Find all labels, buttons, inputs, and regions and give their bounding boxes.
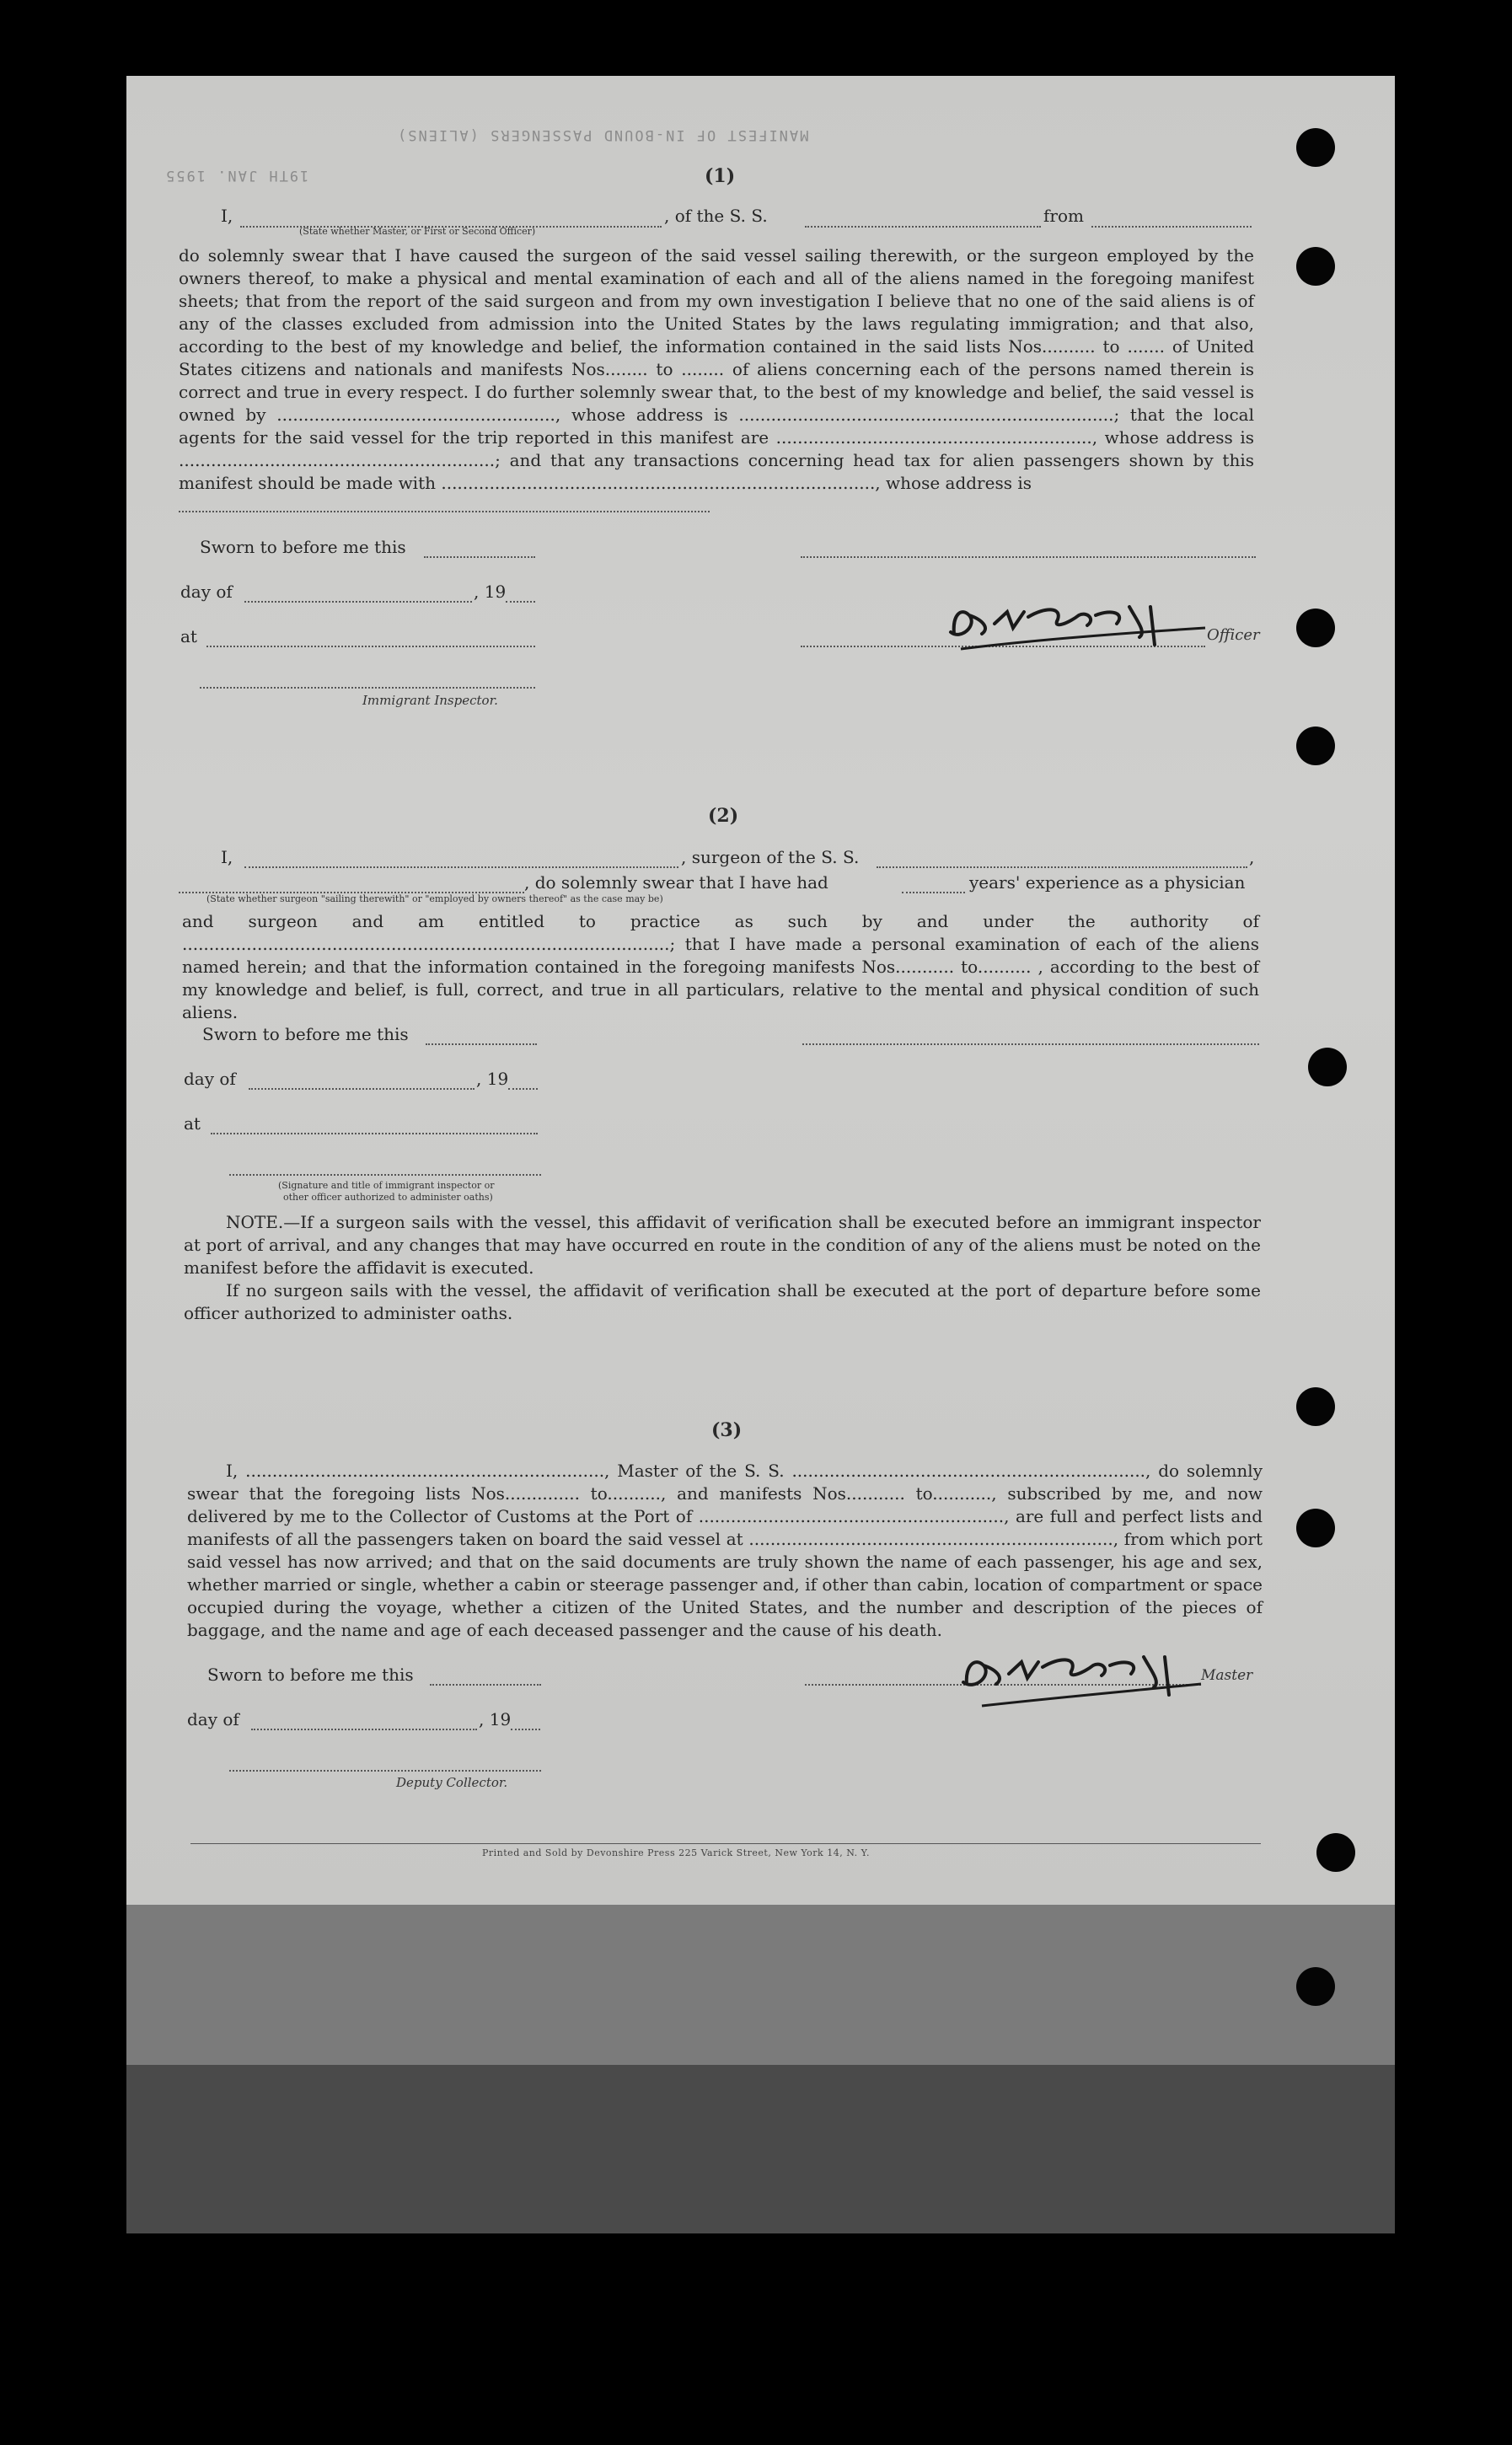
years-blank bbox=[902, 892, 965, 893]
day-of-label-2: day of bbox=[184, 1069, 236, 1089]
day-of-label-1: day of bbox=[180, 582, 233, 602]
punch-hole bbox=[1296, 1967, 1335, 2006]
master-label: Master bbox=[1201, 1667, 1253, 1684]
section-1-number: (1) bbox=[705, 165, 736, 187]
punch-hole bbox=[1296, 1387, 1335, 1426]
sworn-date-blank-3 bbox=[430, 1684, 541, 1686]
from-label: from bbox=[1043, 206, 1084, 226]
immigrant-inspector-caption: Immigrant Inspector. bbox=[362, 693, 498, 708]
bleed-through-title: MANIFEST OF IN-BOUND PASSENGERS (ALIENS) bbox=[396, 126, 809, 143]
sworn-date-blank-2 bbox=[426, 1043, 537, 1045]
page-lower-margin bbox=[126, 1905, 1395, 2065]
footer-rule bbox=[190, 1843, 1261, 1844]
signature-blank-2 bbox=[802, 1043, 1259, 1045]
inspector-signature-line-2 bbox=[229, 1174, 541, 1176]
signature-caption-1: (Signature and title of immigrant inspector or bbox=[278, 1180, 495, 1191]
bleed-through-date: 19TH JAN. 1955 bbox=[164, 167, 309, 184]
section-1-opening: I, bbox=[221, 206, 233, 226]
surgeon-of-label: , surgeon of the S. S. bbox=[681, 847, 860, 867]
section-1-oath-text: do solemnly swear that I have caused the surgeon of the said vessel sailing therewith, or the surgeon employed by the owners thereof, to make a physical and mental examination of each and all of the aliens named in the foregoing manifest sheets; that from the report of the said surgeon and from my own investigation I believe that no one of the said aliens is of any of the classes excluded from admission into the United States by the laws regulating immigration; and that also, according to the best of my knowledge and belief, the information contained in the said lists Nos.......... to ....... of United States citizens and nationals and manifests Nos........ to ........ of aliens concerning each of the persons named therein is correct and true in every respect. I do further solemnly swear that, to the best of my knowledge and belief, the said vessel is owned by ...................................................., whose address is ......................................................................; that the local agents for the said vessel for the trip reported in this manifest are ..........................................................., whose address is ...........................................................; and that any transactions concerning head tax for alien passengers shown by this manifest should be made with ................................................................................., whose address is bbox=[179, 245, 1254, 493]
year-label-1: , 19 bbox=[474, 582, 507, 602]
year-label-2: , 19 bbox=[476, 1069, 509, 1089]
years-experience-label: years' experience as a physician bbox=[969, 872, 1246, 893]
master-signature bbox=[957, 1635, 1243, 1715]
punch-hole bbox=[1296, 1509, 1335, 1547]
sworn-label-3: Sworn to before me this bbox=[207, 1665, 414, 1685]
year-blank-1 bbox=[506, 601, 535, 603]
comma-2: , bbox=[1249, 847, 1255, 867]
signature-blank-1 bbox=[801, 556, 1256, 558]
note-paragraph-1: NOTE.—If a surgeon sails with the vessel, this affidavit of verification shall be executed before an immigrant inspector at port of arrival, and any changes that may have occurred en route in the condition of any of the aliens must be noted on the manifest before the affidavit is executed. bbox=[184, 1212, 1261, 1278]
swear-label: , do solemnly swear that I have had bbox=[524, 872, 828, 893]
collector-signature-line bbox=[229, 1770, 541, 1772]
section-2-number: (2) bbox=[708, 805, 739, 827]
punch-hole bbox=[1316, 1833, 1355, 1872]
sworn-label-1: Sworn to before me this bbox=[200, 537, 406, 557]
deputy-collector-caption: Deputy Collector. bbox=[396, 1775, 508, 1790]
page-bottom-shadow bbox=[126, 2065, 1395, 2233]
at-label-1: at bbox=[180, 626, 197, 646]
at-label-2: at bbox=[184, 1113, 201, 1134]
at-blank-2 bbox=[211, 1133, 538, 1134]
punch-hole bbox=[1296, 727, 1335, 765]
punch-hole bbox=[1296, 128, 1335, 167]
sworn-label-2: Sworn to before me this bbox=[202, 1024, 409, 1044]
vessel-name-blank bbox=[805, 226, 1041, 228]
at-blank-1 bbox=[206, 646, 535, 647]
sworn-date-blank-1 bbox=[424, 556, 535, 558]
master-caption: (State whether Master, or First or Second Officer) bbox=[299, 226, 536, 237]
officer-signature bbox=[944, 582, 1231, 662]
year-blank-2 bbox=[508, 1088, 538, 1090]
day-of-blank-1 bbox=[244, 601, 472, 603]
address-continuation-blank bbox=[179, 511, 710, 512]
signature-caption-2: other officer authorized to administer oaths) bbox=[283, 1192, 493, 1203]
section-3-number: (3) bbox=[711, 1419, 743, 1441]
section-2-opening: I, bbox=[221, 847, 233, 867]
punch-hole bbox=[1308, 1048, 1347, 1086]
year-blank-3 bbox=[511, 1729, 540, 1730]
port-from-blank bbox=[1091, 226, 1252, 228]
note-paragraph-2: If no surgeon sails with the vessel, the affidavit of verification shall be executed at the port of departure before some officer authorized to administer oaths. bbox=[184, 1280, 1261, 1323]
day-of-blank-2 bbox=[249, 1088, 475, 1090]
surgeon-vessel-blank bbox=[877, 866, 1247, 868]
punch-hole bbox=[1296, 247, 1335, 286]
day-of-blank-3 bbox=[251, 1729, 477, 1730]
surgeon-name-blank bbox=[244, 866, 678, 868]
year-label-3: , 19 bbox=[479, 1709, 512, 1729]
inspector-signature-line bbox=[200, 687, 535, 689]
section-3-oath-text: I, ..................................................................., Master of the S. S. .................................................................., do solemnly swear that the foregoing lists Nos.............. to.........., and manifests Nos........... to..........., subscribed by me, and now delivered by me to the Collector of Customs at the Port of ........................................................., are full and perfect lists and manifests of all the passengers taken on board the said vessel at ...................................................................., from which port said vessel has now arrived; and that on the said documents are truly shown the name of each passenger, his age and sex, whether married or single, whether a cabin or steerage passenger and, if other than cabin, location of compartment or space occupied during the voyage, whether a citizen of the United States, and the number and description of the pieces of baggage, and the name and age of each deceased passenger and the cause of his death. bbox=[187, 1461, 1263, 1640]
of-the-ss-label: , of the S. S. bbox=[664, 206, 768, 226]
surgeon-caption: (State whether surgeon "sailing therewith" or "employed by owners thereof" as the case may be) bbox=[206, 893, 663, 904]
printer-imprint: Printed and Sold by Devonshire Press 225 Varick Street, New York 14, N. Y. bbox=[482, 1847, 870, 1858]
officer-label: Officer bbox=[1207, 626, 1260, 644]
punch-hole bbox=[1296, 609, 1335, 647]
section-2-oath-text: and surgeon and am entitled to practice as such by and under the authority of ...........................................................................................; that I have made a personal examination of each of the aliens named herein; and that the information contained in the foregoing manifests Nos........... to.......... , according to the best of my knowledge and belief, is full, correct, and true in all particulars, relative to the mental and physical condition of such aliens. bbox=[182, 911, 1259, 1022]
day-of-label-3: day of bbox=[187, 1709, 239, 1729]
